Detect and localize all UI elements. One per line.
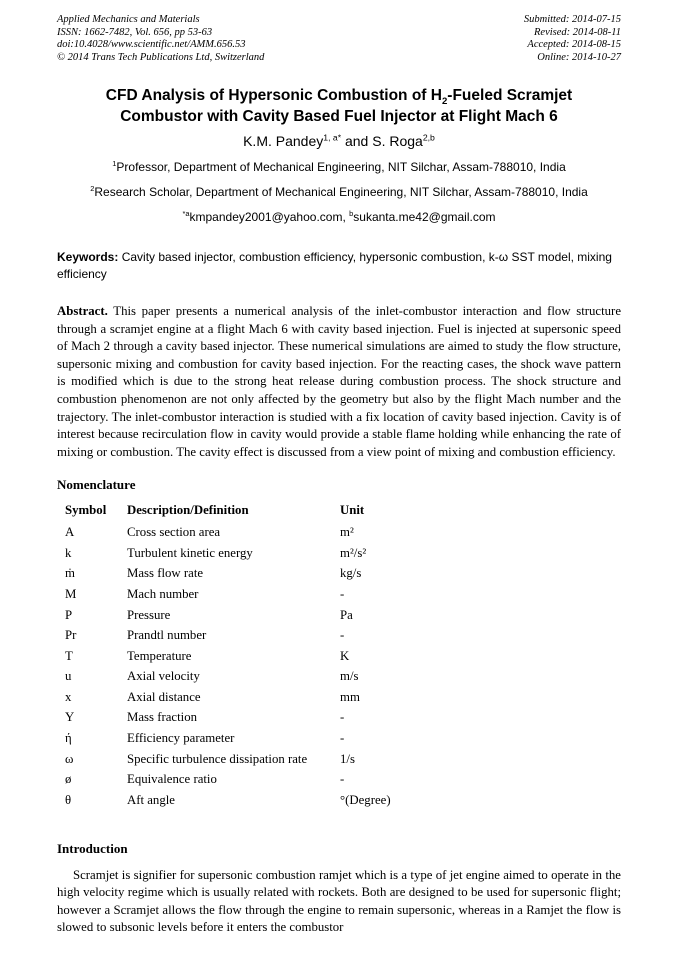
symbol-cell: u [65,669,72,684]
symbol-cell: k [65,545,72,560]
submission-dates [524,14,621,64]
description-cell: Pressure [127,607,171,622]
journal-name: Applied Mechanics and Materials [57,14,200,25]
affiliation-2-mark: 2 [90,184,95,193]
table-row [65,790,430,811]
symbol-cell: Pr [65,628,77,643]
abstract-text: This paper presents a numerical analysis of the inlet-combustor interaction and flow structure through a scramjet engine at a flight Mach 6 with cavity based injection. Fuel is injected at supersonic speed of Mach 2 through a cavity based injector. These numerical simulations are aimed to study the flow structure, supersonic mixing and combustion for cavity based injection. For the reacting cases, the shock wave pattern is modified which is due to the strong heat release during combustion process. The shock structure and combustion phenomenon are not only affected by the geometry but also by the flight Mach number and the trajectory. The inlet-combustor interaction is studied with a fix location of cavity based injection. Cavity is of interest because recirculation flow in cavity would provide a stable flame holding while enhancing the rate of mixing or combustion. The cavity effect is discussed from a view point of mixing and combustion efficiency. [57,304,621,459]
introduction-heading: Introduction [57,840,128,856]
description-cell: Efficiency parameter [127,731,235,746]
accepted-date: Accepted: 2014-08-15 [527,39,621,50]
table-row [65,728,430,749]
unit-cell: m/s [340,669,359,684]
affiliation-2 [57,185,621,199]
author-1-affiliation-mark: 1, a* [323,132,342,143]
title-subscript: 2 [441,96,448,108]
symbol-cell: M [65,586,77,601]
unit-cell: m² [340,525,354,540]
description-cell: Mass flow rate [127,566,204,581]
author-2-name: S. Roga [372,133,423,149]
email-address-1: kmpandey2001@yahoo.com, [189,210,350,224]
description-cell: Turbulent kinetic energy [127,545,253,560]
title-line2: Combustor with Cavity Based Fuel Injector at Flight Mach 6 [120,108,558,125]
table-row [65,708,430,729]
introduction-paragraph: Scramjet is signifier for supersonic combustion ramjet which is a type of jet engine aimed to operate in the high velocity regime which is usually related with rockets. Both are designed to be used for supersonic flight; however a Scramjet allows the flow through the engine to remain supersonic, whereas in a Ramjet the flow is slowed to subsonic levels before it enters the combustor [57,867,621,935]
email-b-mark: b [349,209,354,218]
affiliation-1-text: Professor, Department of Mechanical Engineering, NIT Silchar, Assam-788010, India [116,160,566,174]
unit-cell: m²/s² [340,545,367,560]
symbol-cell: x [65,689,72,704]
description-cell: Cross section area [127,525,221,540]
description-cell: Mass fraction [127,710,198,725]
authors-separator: and [341,133,373,149]
affiliation-1 [57,160,621,174]
description-cell: Mach number [127,586,199,601]
author-emails [57,210,621,224]
table-row [65,584,430,605]
table-row [65,667,430,688]
symbol-cell: Y [65,710,75,725]
table-row [65,522,430,543]
description-cell: Aft angle [127,792,175,807]
unit-cell: - [340,586,345,601]
unit-cell: 1/s [340,751,355,766]
unit-cell: - [340,628,345,643]
unit-cell: K [340,648,350,663]
keywords-label: Keywords: [57,250,119,264]
description-cell: Axial velocity [127,669,200,684]
symbol-cell: θ [65,792,72,807]
table-row [65,564,430,585]
abstract-label: Abstract. [57,304,108,318]
copyright-line: © 2014 Trans Tech Publications Ltd, Switzerland [57,51,265,63]
email-star-mark: *a [182,209,190,218]
description-cell: Axial distance [127,689,201,704]
column-header-symbol: Symbol [65,503,107,518]
keywords-text: Cavity based injector, combustion efficiency, hypersonic combustion, k-ω SST model, mixing efficiency [57,250,612,281]
symbol-cell: ṁ [65,566,75,581]
unit-cell: °(Degree) [340,792,391,807]
title-line1-pre: CFD Analysis of Hypersonic Combustion of H [105,87,442,104]
author-2-affiliation-mark: 2,b [422,132,435,143]
abstract-paragraph [57,303,621,461]
column-header-description: Description/Definition [127,503,249,518]
table-row [65,769,430,790]
doi-line: doi:10.4028/www.scientific.net/AMM.656.53 [57,39,246,50]
keywords-paragraph [57,249,621,282]
unit-cell: - [340,731,345,746]
unit-cell: mm [340,689,360,704]
symbol-cell: ø [65,772,72,787]
revised-date: Revised: 2014-08-11 [534,26,621,38]
description-cell: Specific turbulence dissipation rate [127,751,308,766]
title-line1-post: -Fueled Scramjet [447,87,573,104]
column-header-unit: Unit [340,503,365,518]
table-row [65,646,430,667]
unit-cell: - [340,710,345,725]
table-row [65,687,430,708]
email-address-2: sukanta.me42@gmail.com [353,210,496,224]
table-row [65,605,430,626]
unit-cell: Pa [340,607,353,622]
nomenclature-heading: Nomenclature [57,477,136,493]
nomenclature-header-row [65,500,430,522]
affiliation-1-mark: 1 [112,159,117,168]
symbol-cell: A [65,525,75,540]
unit-cell: kg/s [340,566,362,581]
description-cell: Temperature [127,648,192,663]
paper-title [57,85,621,127]
journal-info [57,14,264,64]
table-row [65,625,430,646]
description-cell: Prandtl number [127,628,207,643]
submitted-date: Submitted: 2014-07-15 [523,14,621,25]
symbol-cell: ω [65,751,74,766]
issn-volume-line: ISSN: 1662-7482, Vol. 656, pp 53-63 [57,26,213,38]
unit-cell: - [340,772,345,787]
table-row [65,543,430,564]
affiliation-2-text: Research Scholar, Department of Mechanical Engineering, NIT Silchar, Assam-788010, India [94,185,588,199]
symbol-cell: T [65,648,73,663]
description-cell: Equivalence ratio [127,772,217,787]
symbol-cell: P [65,607,73,622]
authors-line [57,133,621,149]
table-row [65,749,430,770]
symbol-cell: ή [65,731,72,746]
nomenclature-table [65,500,430,810]
masthead [57,14,621,64]
online-date: Online: 2014-10-27 [537,51,621,63]
author-1-name: K.M. Pandey [243,133,324,149]
